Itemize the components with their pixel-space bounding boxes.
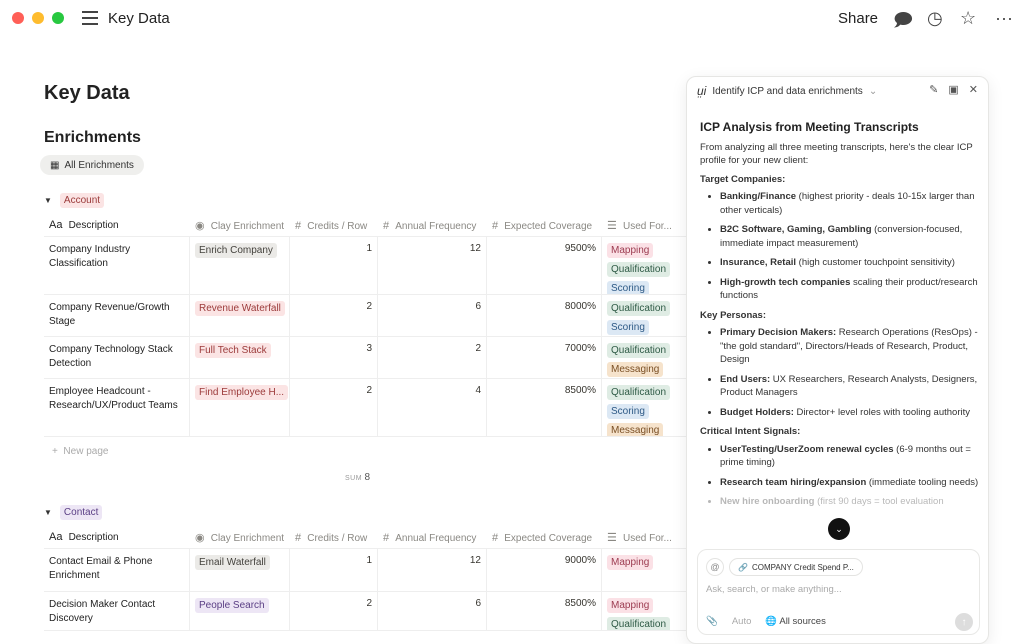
used-for-tags [607,243,677,294]
used-for-tags [607,301,677,335]
item-text: (6-9 months out = prime timing) [720,443,971,468]
used-for-tag[interactable]: Qualification [607,301,670,316]
item-bold: Budget Holders: [720,406,794,418]
column-type-icon: ◉ [195,220,211,232]
column-label: Credits / Row [307,220,368,232]
description-cell[interactable]: Contact Email & Phone Enrichment [44,549,190,591]
column-header[interactable] [487,220,602,232]
used-for-tag[interactable]: Qualification [607,343,670,358]
used-for-tags [607,385,677,436]
column-label: Clay Enrichment [210,221,285,232]
table-row[interactable] [44,592,704,631]
item-bold: Primary Decision Makers: [720,327,837,338]
list-item [720,276,980,303]
credits-cell[interactable]: 3 [290,337,378,378]
frequency-cell[interactable]: 2 [378,337,487,378]
group-tag[interactable]: Contact [60,505,102,520]
enrichment-tag[interactable]: Find Employee H... [195,385,288,400]
column-type-icon: # [383,531,396,544]
column-header[interactable] [378,532,487,544]
used-for-tags [607,598,677,630]
close-icon[interactable]: ✕ [968,84,978,96]
column-header[interactable] [190,531,290,544]
column-label: Used For... [622,221,672,232]
chat-composer [697,549,980,635]
table-contact [44,527,704,631]
response-intro: From analyzing all three meeting transcripts, here's the clear ICP profile for your new client: [700,141,973,166]
frequency-cell[interactable]: 4 [378,379,487,436]
new-page-button[interactable]: + New page [52,446,109,457]
item-text: (conversion-focused, immediate impact measurement) [720,224,963,249]
column-label: Annual Frequency [395,532,477,544]
column-type-icon: # [295,531,308,544]
response-heading: ICP Analysis from Meeting Transcripts [700,120,919,134]
used-for-tag[interactable]: Messaging [607,362,663,377]
item-bold: Banking/Finance [720,191,797,202]
item-bold: High-growth tech companies [720,276,851,288]
mention-button[interactable]: @ [706,558,724,576]
used-for-cell[interactable] [602,295,682,336]
clay-enrichment-cell[interactable] [190,337,290,378]
used-for-tag[interactable]: Qualification [607,262,670,277]
menu-icon[interactable] [82,11,98,25]
frequency-cell[interactable]: 12 [378,549,487,591]
used-for-tag[interactable]: Scoring [607,281,649,294]
item-text: Director+ level roles with tooling authority [793,406,970,418]
section-title: Critical Intent Signals: [700,426,801,437]
column-type-icon: # [383,219,396,232]
credits-cell[interactable]: 2 [290,592,378,630]
section-title: Target Companies: [700,173,786,185]
table-row[interactable] [44,379,704,437]
new-chat-icon[interactable]: ✎ [929,84,939,96]
used-for-tag[interactable]: Scoring [607,320,649,335]
window-minimize-button[interactable] [32,12,44,24]
star-icon[interactable]: ☆ [960,8,977,28]
column-label: Clay Enrichment [210,533,285,544]
list-item [720,443,980,470]
group-header-contact[interactable] [44,505,102,520]
column-type-icon: # [492,531,505,544]
group-header-account[interactable] [44,193,104,208]
ai-assistant-panel [686,76,989,644]
column-header[interactable] [290,532,378,544]
description-cell[interactable]: Company Industry Classification [44,237,190,294]
history-icon[interactable]: ◷ [927,8,943,28]
description-cell[interactable]: Company Technology Stack Detection [44,337,190,378]
credits-cell[interactable]: 1 [290,237,378,294]
sum-credits: SUM 8 [345,472,371,483]
item-bold: Insurance, Retail [720,257,797,268]
bullet-list [720,326,980,419]
chat-input[interactable] [706,584,966,595]
mode-selector[interactable]: Auto [731,616,752,627]
column-label: Used For... [622,533,672,544]
assistant-response [700,121,980,515]
table-row[interactable] [44,549,704,592]
table-row[interactable] [44,295,704,337]
view-tab-all-enrichments[interactable]: ▦ All Enrichments [40,155,144,175]
collapse-triangle-icon[interactable]: ▼ [44,508,52,517]
enrichment-tag[interactable]: People Search [195,598,269,613]
column-type-icon: # [295,219,308,232]
list-item [720,256,980,270]
column-type-icon: ☰ [607,220,623,232]
used-for-tag[interactable]: Mapping [607,555,653,570]
sources-selector[interactable]: 🌐 All sources [765,616,826,627]
column-header[interactable] [378,220,487,232]
description-cell[interactable]: Employee Headcount - Research/UX/Product Teams [44,379,190,436]
context-chip[interactable]: 🔗 COMPANY Credit Spend P... [729,558,863,576]
used-for-cell[interactable] [602,337,682,378]
section-title: Enrichments [44,129,141,146]
used-for-cell[interactable] [602,237,682,294]
item-text: (first 90 days = tool evaluation [814,496,944,507]
collapse-triangle-icon[interactable]: ▼ [44,196,52,205]
column-header[interactable] [602,531,682,544]
item-bold: End Users: [720,373,771,385]
column-label: Annual Frequency [395,220,477,232]
frequency-cell[interactable]: 6 [378,295,487,336]
used-for-tag[interactable]: Messaging [607,423,663,436]
window-zoom-button[interactable] [52,12,64,24]
list-item [720,495,980,509]
column-type-icon: Aa [49,219,69,231]
description-cell[interactable]: Company Revenue/Growth Stage [44,295,190,336]
column-type-icon: ☰ [607,532,623,544]
enrichment-tag[interactable]: Full Tech Stack [195,343,271,358]
coverage-cell[interactable]: 8500% [487,379,602,436]
list-item [720,406,980,420]
coverage-cell[interactable]: 9000% [487,549,602,591]
column-label: Description [68,532,119,543]
coverage-cell[interactable]: 8500% [487,592,602,630]
list-item [720,476,980,490]
column-header[interactable] [44,530,190,545]
clay-enrichment-cell[interactable] [190,237,290,294]
bullet-list [720,443,980,509]
coverage-cell[interactable]: 8000% [487,295,602,336]
column-header[interactable] [44,218,190,233]
window-close-button[interactable] [12,12,24,24]
credits-cell[interactable]: 2 [290,379,378,436]
used-for-tag[interactable]: Mapping [607,243,653,258]
table-icon: ▦ [50,159,60,171]
list-item [720,223,980,250]
item-text: scaling their product/research functions [720,276,978,301]
column-label: Credits / Row [307,532,368,544]
description-cell[interactable]: Decision Maker Contact Discovery [44,592,190,630]
used-for-tag[interactable]: Scoring [607,404,649,419]
share-button[interactable]: Share [838,10,879,27]
item-text: UX Researchers, Research Analysts, Designers, Product Managers [720,373,978,398]
column-header[interactable] [602,219,682,232]
send-button[interactable]: ↑ [955,613,973,631]
column-type-icon: ◉ [195,532,211,544]
clay-enrichment-cell[interactable] [190,295,290,336]
frequency-cell[interactable]: 12 [378,237,487,294]
item-bold: B2C Software, Gaming, Gambling [720,224,872,235]
table-account [44,215,704,437]
used-for-cell[interactable] [602,549,682,591]
column-header[interactable] [487,532,602,544]
used-for-tag[interactable]: Qualification [607,385,670,400]
bullet-list [720,190,980,303]
list-item [720,326,980,367]
used-for-tag[interactable]: Mapping [607,598,653,613]
item-bold: Research team hiring/expansion [720,476,867,488]
attach-icon[interactable]: 📎 [706,616,718,627]
column-label: Expected Coverage [504,532,593,544]
item-text: (high customer touchpoint sensitivity) [796,257,955,268]
table-row[interactable] [44,337,704,379]
scroll-down-button[interactable]: ⌄ [828,518,850,540]
section-title: Key Personas: [700,309,767,321]
chevron-down-icon: ⌄ [868,85,878,97]
used-for-tags [607,343,677,377]
column-label: Expected Coverage [504,220,593,232]
enrichment-tag[interactable]: Enrich Company [195,243,277,258]
column-header[interactable] [290,220,378,232]
used-for-cell[interactable] [602,592,682,630]
column-label: Description [68,220,119,231]
picture-in-picture-icon[interactable]: ▣ [948,84,959,96]
table-header [44,527,704,549]
thread-selector[interactable]: ṳi Identify ICP and data enrichments ⌄ [697,84,878,98]
column-type-icon: Aa [49,531,69,543]
enrichment-tag[interactable]: Revenue Waterfall [195,301,285,316]
used-for-tags [607,555,677,570]
globe-icon: 🌐 [765,616,778,627]
title-bar [0,0,1024,36]
used-for-tag[interactable]: Qualification [607,617,670,630]
group-tag[interactable]: Account [60,193,104,208]
used-for-cell[interactable] [602,379,682,436]
column-type-icon: # [492,219,505,232]
table-row[interactable] [44,237,704,295]
item-text: Research Operations (ResOps) - "the gold standard", Directors/Heads of Research, Product, Design [720,327,978,365]
item-bold: New hire onboarding [720,496,815,507]
clay-enrichment-cell[interactable] [190,379,290,436]
frequency-cell[interactable]: 6 [378,592,487,630]
list-item [720,373,980,400]
coverage-cell[interactable]: 7000% [487,337,602,378]
table-header [44,215,704,237]
link-icon: 🔗 [738,562,748,572]
credits-cell[interactable]: 1 [290,549,378,591]
column-header[interactable] [190,219,290,232]
item-text: (immediate tooling needs) [866,476,979,488]
window-title: Key Data [108,10,170,27]
credits-cell[interactable]: 2 [290,295,378,336]
coverage-cell[interactable]: 9500% [487,237,602,294]
clay-enrichment-cell[interactable] [190,592,290,630]
ai-face-icon: ṳi [697,84,707,98]
list-item [720,190,980,217]
comment-icon[interactable]: 🗩 [893,10,913,30]
page-title: Key Data [44,82,130,104]
enrichment-tag[interactable]: Email Waterfall [195,555,270,570]
clay-enrichment-cell[interactable] [190,549,290,591]
item-bold: UserTesting/UserZoom renewal cycles [720,443,894,455]
item-text: (highest priority - deals 10-15x larger than other verticals) [720,191,975,216]
more-icon[interactable]: ··· [995,8,1013,28]
